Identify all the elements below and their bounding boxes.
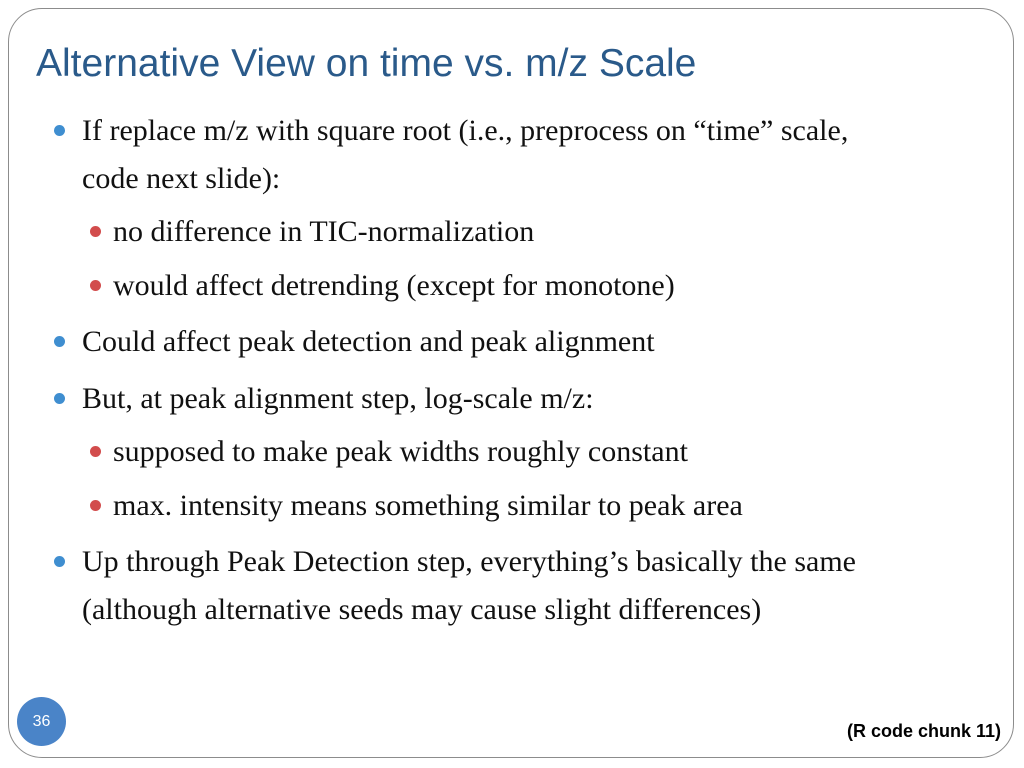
bullet-item-4: Could affect peak detection and peak alignment [82, 325, 655, 358]
bullet-item-3: would affect detrending (except for monotone) [113, 269, 675, 302]
bullet-marker-4 [54, 336, 65, 347]
bullet-marker-2 [90, 226, 101, 237]
bullet-item-2: no difference in TIC-normalization [113, 215, 535, 248]
bullet-marker-5 [54, 393, 65, 404]
code-chunk-label: (R code chunk 11) [846, 721, 1001, 741]
slide-number-badge: 36 [17, 697, 66, 746]
bullet-marker-6 [90, 446, 101, 457]
bullet-item-6: supposed to make peak widths roughly constant [113, 435, 688, 468]
bullet-item-5: But, at peak alignment step, log-scale m/z: [82, 382, 594, 415]
slide-title: Alternative View on time vs. m/z Scale [36, 42, 697, 85]
bullet-item-8: Up through Peak Detection step, everything’s basically the same (although alternative seeds may cause slight differences) [82, 545, 856, 626]
bullet-item-7: max. intensity means something similar to peak area [113, 489, 743, 522]
bullet-item-1: If replace m/z with square root (i.e., preprocess on “time” scale, code next slide): [82, 114, 849, 195]
bullet-marker-3 [90, 280, 101, 291]
bullet-marker-7 [90, 500, 101, 511]
bullet-marker-1 [54, 125, 65, 136]
bullet-marker-8 [54, 556, 65, 567]
